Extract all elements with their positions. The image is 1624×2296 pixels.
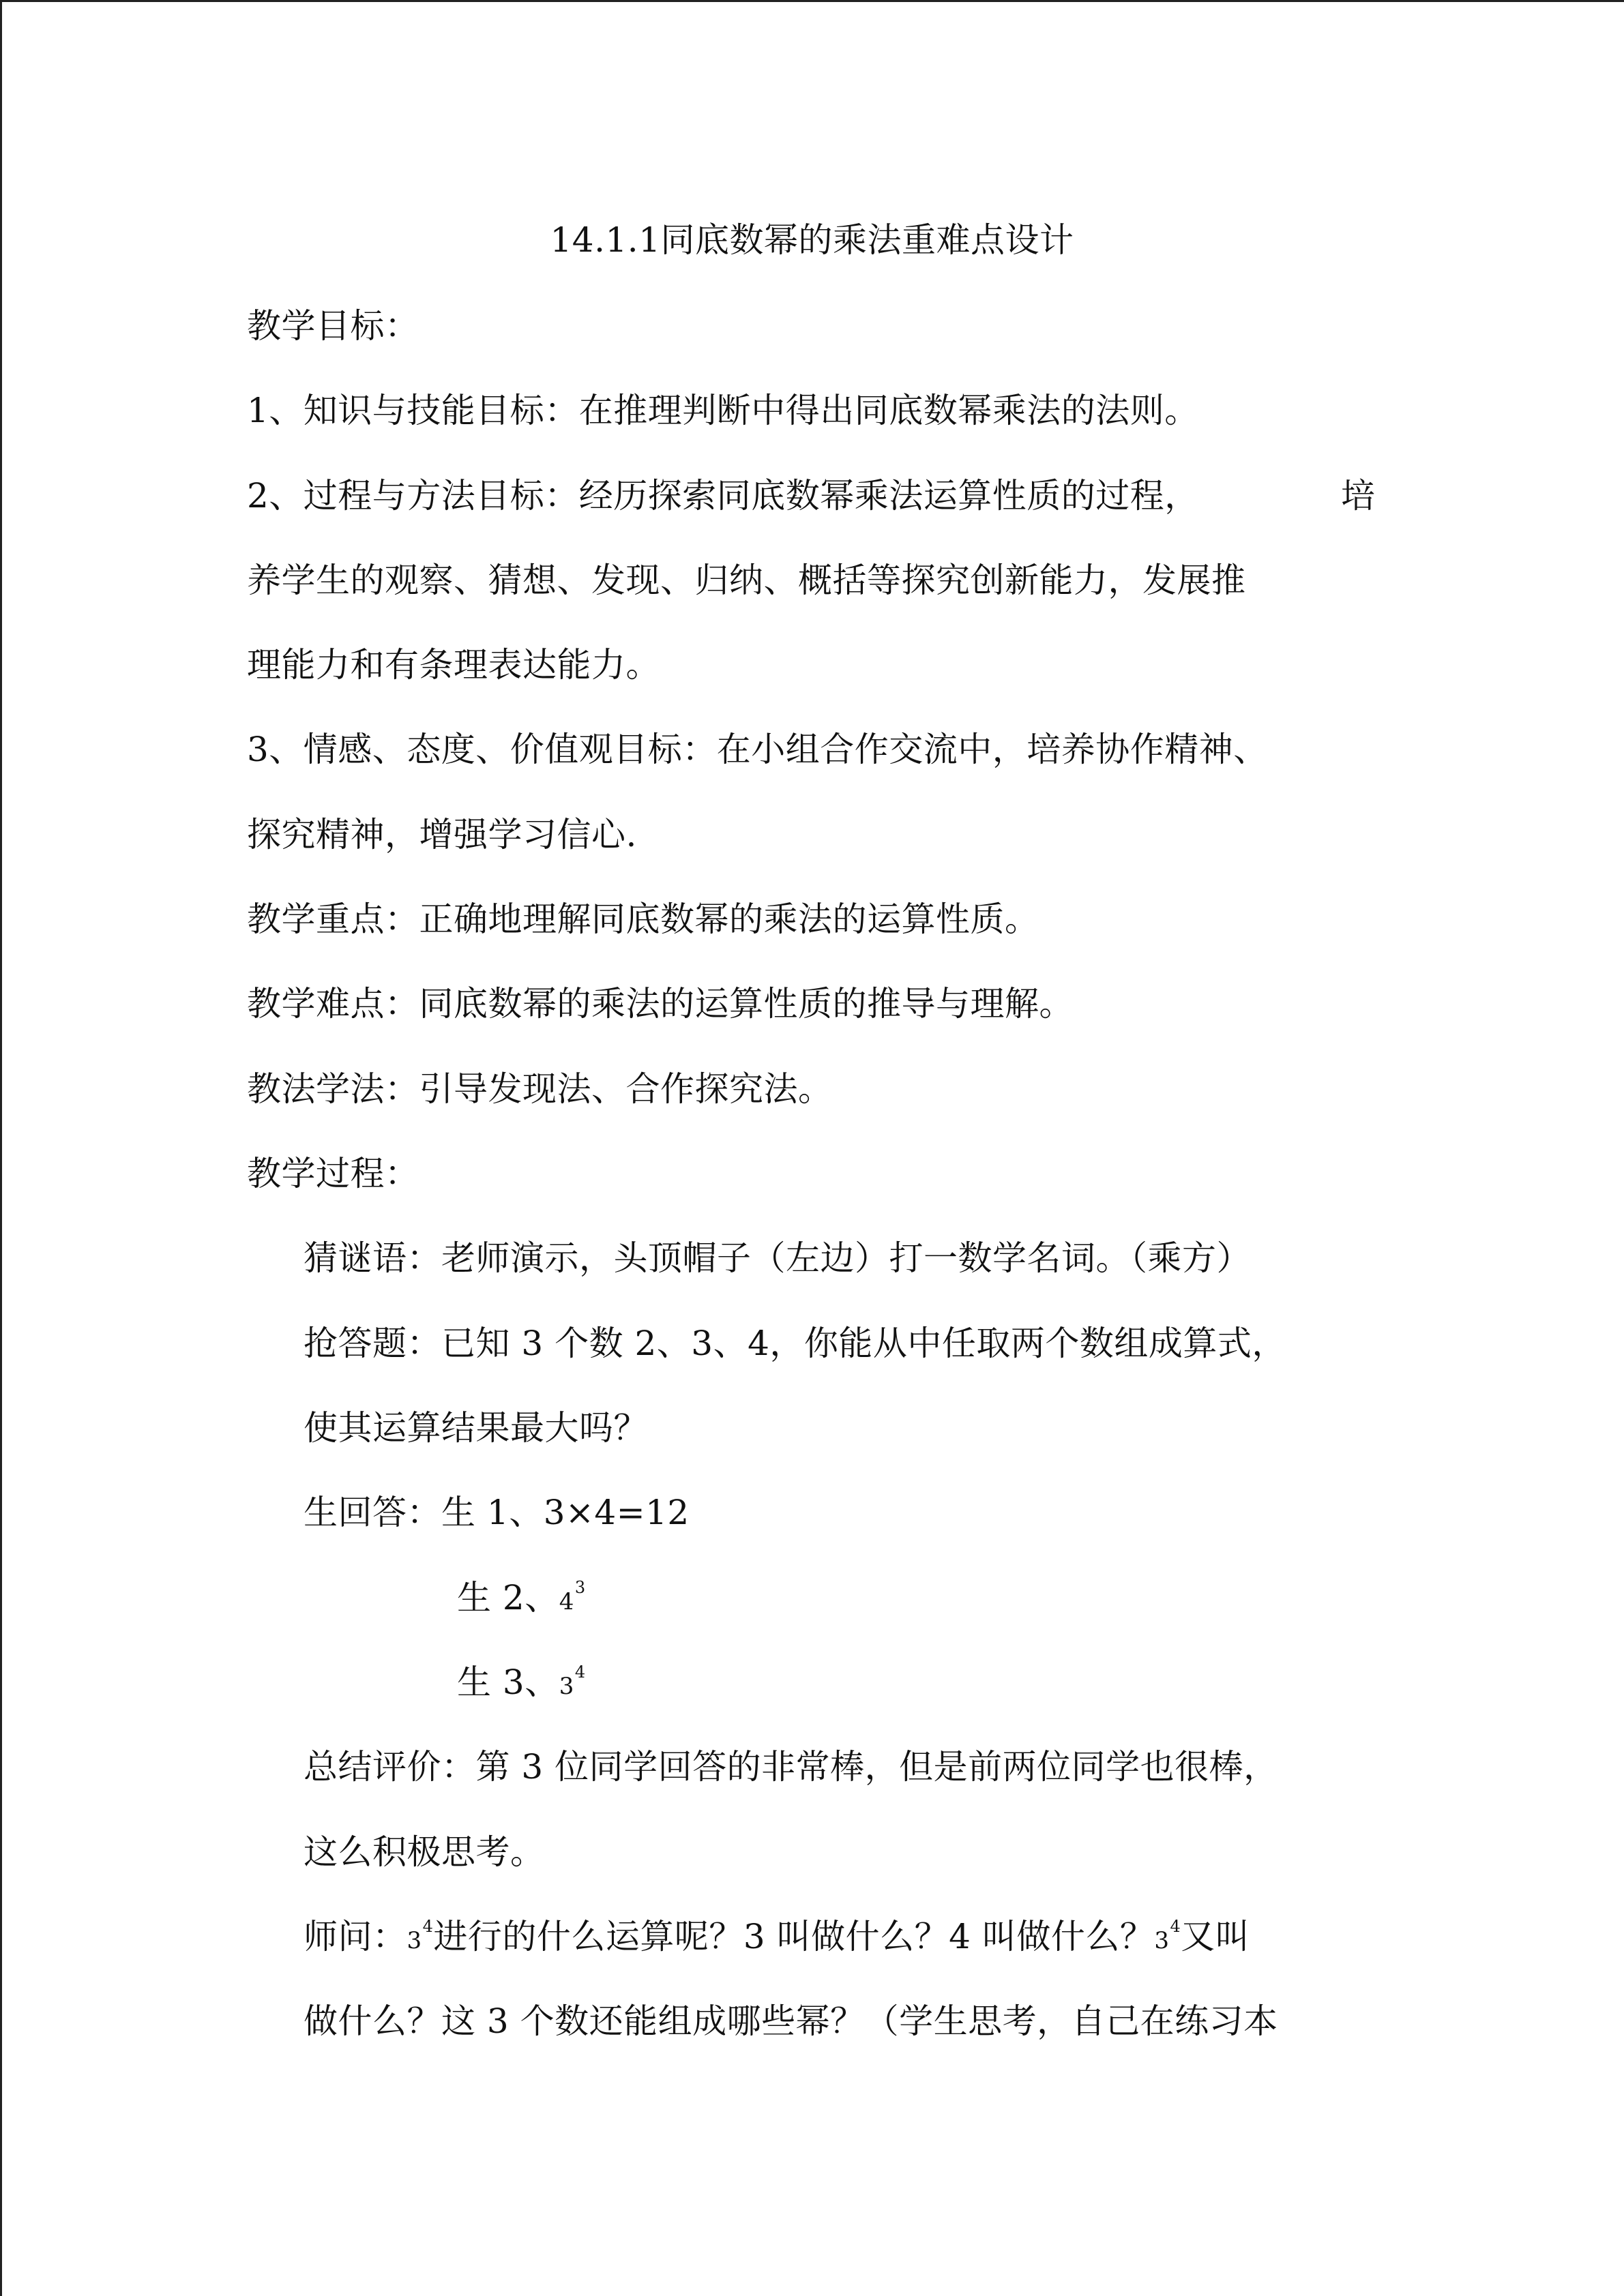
summary-line-2: 这么积极思考。 bbox=[304, 1832, 545, 1872]
objective-3-line-2: 探究精神，增强学习信心. bbox=[247, 815, 637, 854]
teacher-base-a: 3 bbox=[407, 1927, 422, 1954]
answer-line-3 bbox=[457, 1662, 586, 1709]
teacher-exponent-b: 4 bbox=[1170, 1917, 1181, 1936]
summary-line-1: 总结评价：第 3 位同学回答的非常棒，但是前两位同学也很棒， bbox=[304, 1747, 1278, 1787]
quiz-line-2: 使其运算结果最大吗？ bbox=[304, 1408, 648, 1448]
objective-2-line-1-text: 2、过程与方法目标：经历探索同底数幂乘法运算性质的过程， bbox=[247, 476, 1199, 516]
teacher-end: 又叫 bbox=[1181, 1917, 1250, 1956]
answer-3-prefix: 生 3、 bbox=[457, 1663, 559, 1702]
objective-2-line-1 bbox=[247, 475, 1376, 516]
teacher-question-line-1 bbox=[304, 1916, 1250, 1963]
answer-line-1: 生回答：生 1、3×4=12 bbox=[304, 1493, 690, 1532]
objective-2-line-2: 养学生的观察、猜想、发现、归纳、概括等探究创新能力，发展推 bbox=[247, 561, 1246, 600]
difficult-point: 教学难点：同底数幂的乘法的运算性质的推导与理解。 bbox=[247, 984, 1074, 1024]
page-left-border bbox=[0, 0, 2, 2296]
page-top-border bbox=[0, 0, 1624, 2]
objective-2-line-1-tail: 培 bbox=[1341, 476, 1376, 516]
objective-2-line-3: 理能力和有条理表达能力。 bbox=[247, 645, 660, 685]
answer-line-2 bbox=[457, 1577, 586, 1624]
answer-3-exponent: 4 bbox=[574, 1663, 586, 1682]
objective-3-line-1: 3、情感、态度、价值观目标：在小组合作交流中，培养协作精神、 bbox=[247, 730, 1268, 769]
quiz-line-1: 抢答题：已知 3 个数 2、3、4，你能从中任取两个数组成算式， bbox=[304, 1324, 1286, 1363]
answer-2-prefix: 生 2、 bbox=[457, 1578, 559, 1617]
teacher-prefix: 师问： bbox=[304, 1917, 407, 1956]
answer-3-base: 3 bbox=[559, 1673, 574, 1700]
teacher-base-b: 3 bbox=[1154, 1927, 1170, 1954]
teaching-methods: 教法学法：引导发现法、合作探究法。 bbox=[247, 1069, 833, 1109]
objectives-heading: 教学目标： bbox=[247, 306, 419, 346]
objective-1: 1、知识与技能目标：在推理判断中得出同底数幂乘法的法则。 bbox=[247, 391, 1199, 430]
key-point: 教学重点：正确地理解同底数幂的乘法的运算性质。 bbox=[247, 899, 1039, 939]
teacher-question-line-2: 做什么？这 3 个数还能组成哪些幂？（学生思考，自己在练习本 bbox=[304, 2001, 1278, 2041]
teacher-exponent-a: 4 bbox=[422, 1917, 434, 1936]
riddle: 猜谜语：老师演示，头顶帽子（左边）打一数学名词。（乘方） bbox=[304, 1238, 1251, 1278]
document-title: 14.1.1同底数幂的乘法重难点设计 bbox=[550, 220, 1074, 260]
teacher-middle: 进行的什么运算呢？3 叫做什么？4 叫做什么？ bbox=[433, 1917, 1155, 1956]
process-heading: 教学过程： bbox=[247, 1154, 419, 1193]
answer-2-base: 4 bbox=[559, 1588, 574, 1615]
answer-2-exponent: 3 bbox=[574, 1578, 586, 1597]
